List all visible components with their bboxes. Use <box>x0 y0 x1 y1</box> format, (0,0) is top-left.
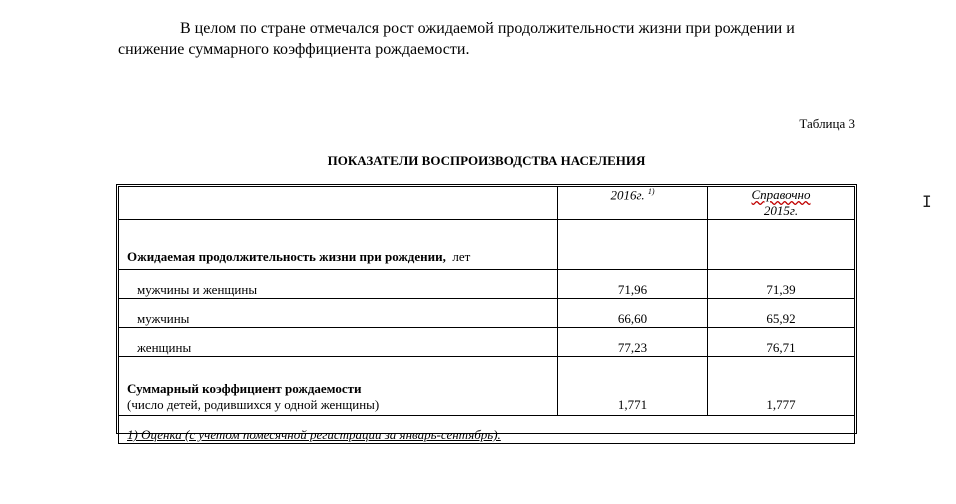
row-label: мужчины и женщины <box>119 270 558 299</box>
table-row <box>119 270 855 299</box>
header-2016-label: 2016г. <box>610 187 645 203</box>
section1-unit: лет <box>452 249 471 264</box>
row-value-2015: 65,92 <box>708 299 855 328</box>
text-cursor-icon: I <box>922 192 932 211</box>
section1-empty-2016 <box>558 220 708 270</box>
header-2016-note: 1) <box>647 187 655 196</box>
table-row <box>119 299 855 328</box>
footnote: 1) Оценка (с учетом помесячной регистрации за январь-сентябрь). <box>119 416 855 444</box>
section2-label-cell <box>119 357 558 416</box>
header-ref-label: Справочно <box>751 187 811 202</box>
section2-subtitle: (число детей, родившихся у одной женщины) <box>127 397 380 412</box>
row-value-2016: 77,23 <box>558 328 708 357</box>
header-ref-year: 2015г. <box>763 203 799 218</box>
row-value-2016: 71,96 <box>558 270 708 299</box>
section2-value-2016: 1,771 <box>558 357 708 416</box>
intro-text: В целом по стране отмечался рост ожидаемой продолжительности жизни при рождении и снижение суммарного коэффициента рождаемости. <box>118 20 795 58</box>
section1-empty-2015 <box>708 220 855 270</box>
data-table-frame <box>116 184 857 442</box>
table-row <box>119 328 855 357</box>
section2-title: Суммарный коэффициент рождаемости <box>127 381 362 396</box>
header-2016 <box>558 187 708 220</box>
footnote-row <box>119 416 855 444</box>
row-value-2015: 76,71 <box>708 328 855 357</box>
header-empty-cell <box>119 187 558 220</box>
header-2015 <box>708 187 855 220</box>
row-value-2015: 71,39 <box>708 270 855 299</box>
section2-value-2015: 1,777 <box>708 357 855 416</box>
section1-title: Ожидаемая продолжительность жизни при рождении, <box>127 249 446 264</box>
row-value-2016: 66,60 <box>558 299 708 328</box>
section1-row <box>119 220 855 270</box>
row-label: мужчины <box>119 299 558 328</box>
section2-row <box>119 357 855 416</box>
section1-label-cell <box>119 220 558 270</box>
table-number: Таблица 3 <box>799 116 855 131</box>
data-table <box>118 186 855 444</box>
row-label: женщины <box>119 328 558 357</box>
intro-paragraph <box>118 18 863 60</box>
table-header-row <box>119 187 855 220</box>
table-title: ПОКАЗАТЕЛИ ВОСПРОИЗВОДСТВА НАСЕЛЕНИЯ <box>327 153 646 168</box>
